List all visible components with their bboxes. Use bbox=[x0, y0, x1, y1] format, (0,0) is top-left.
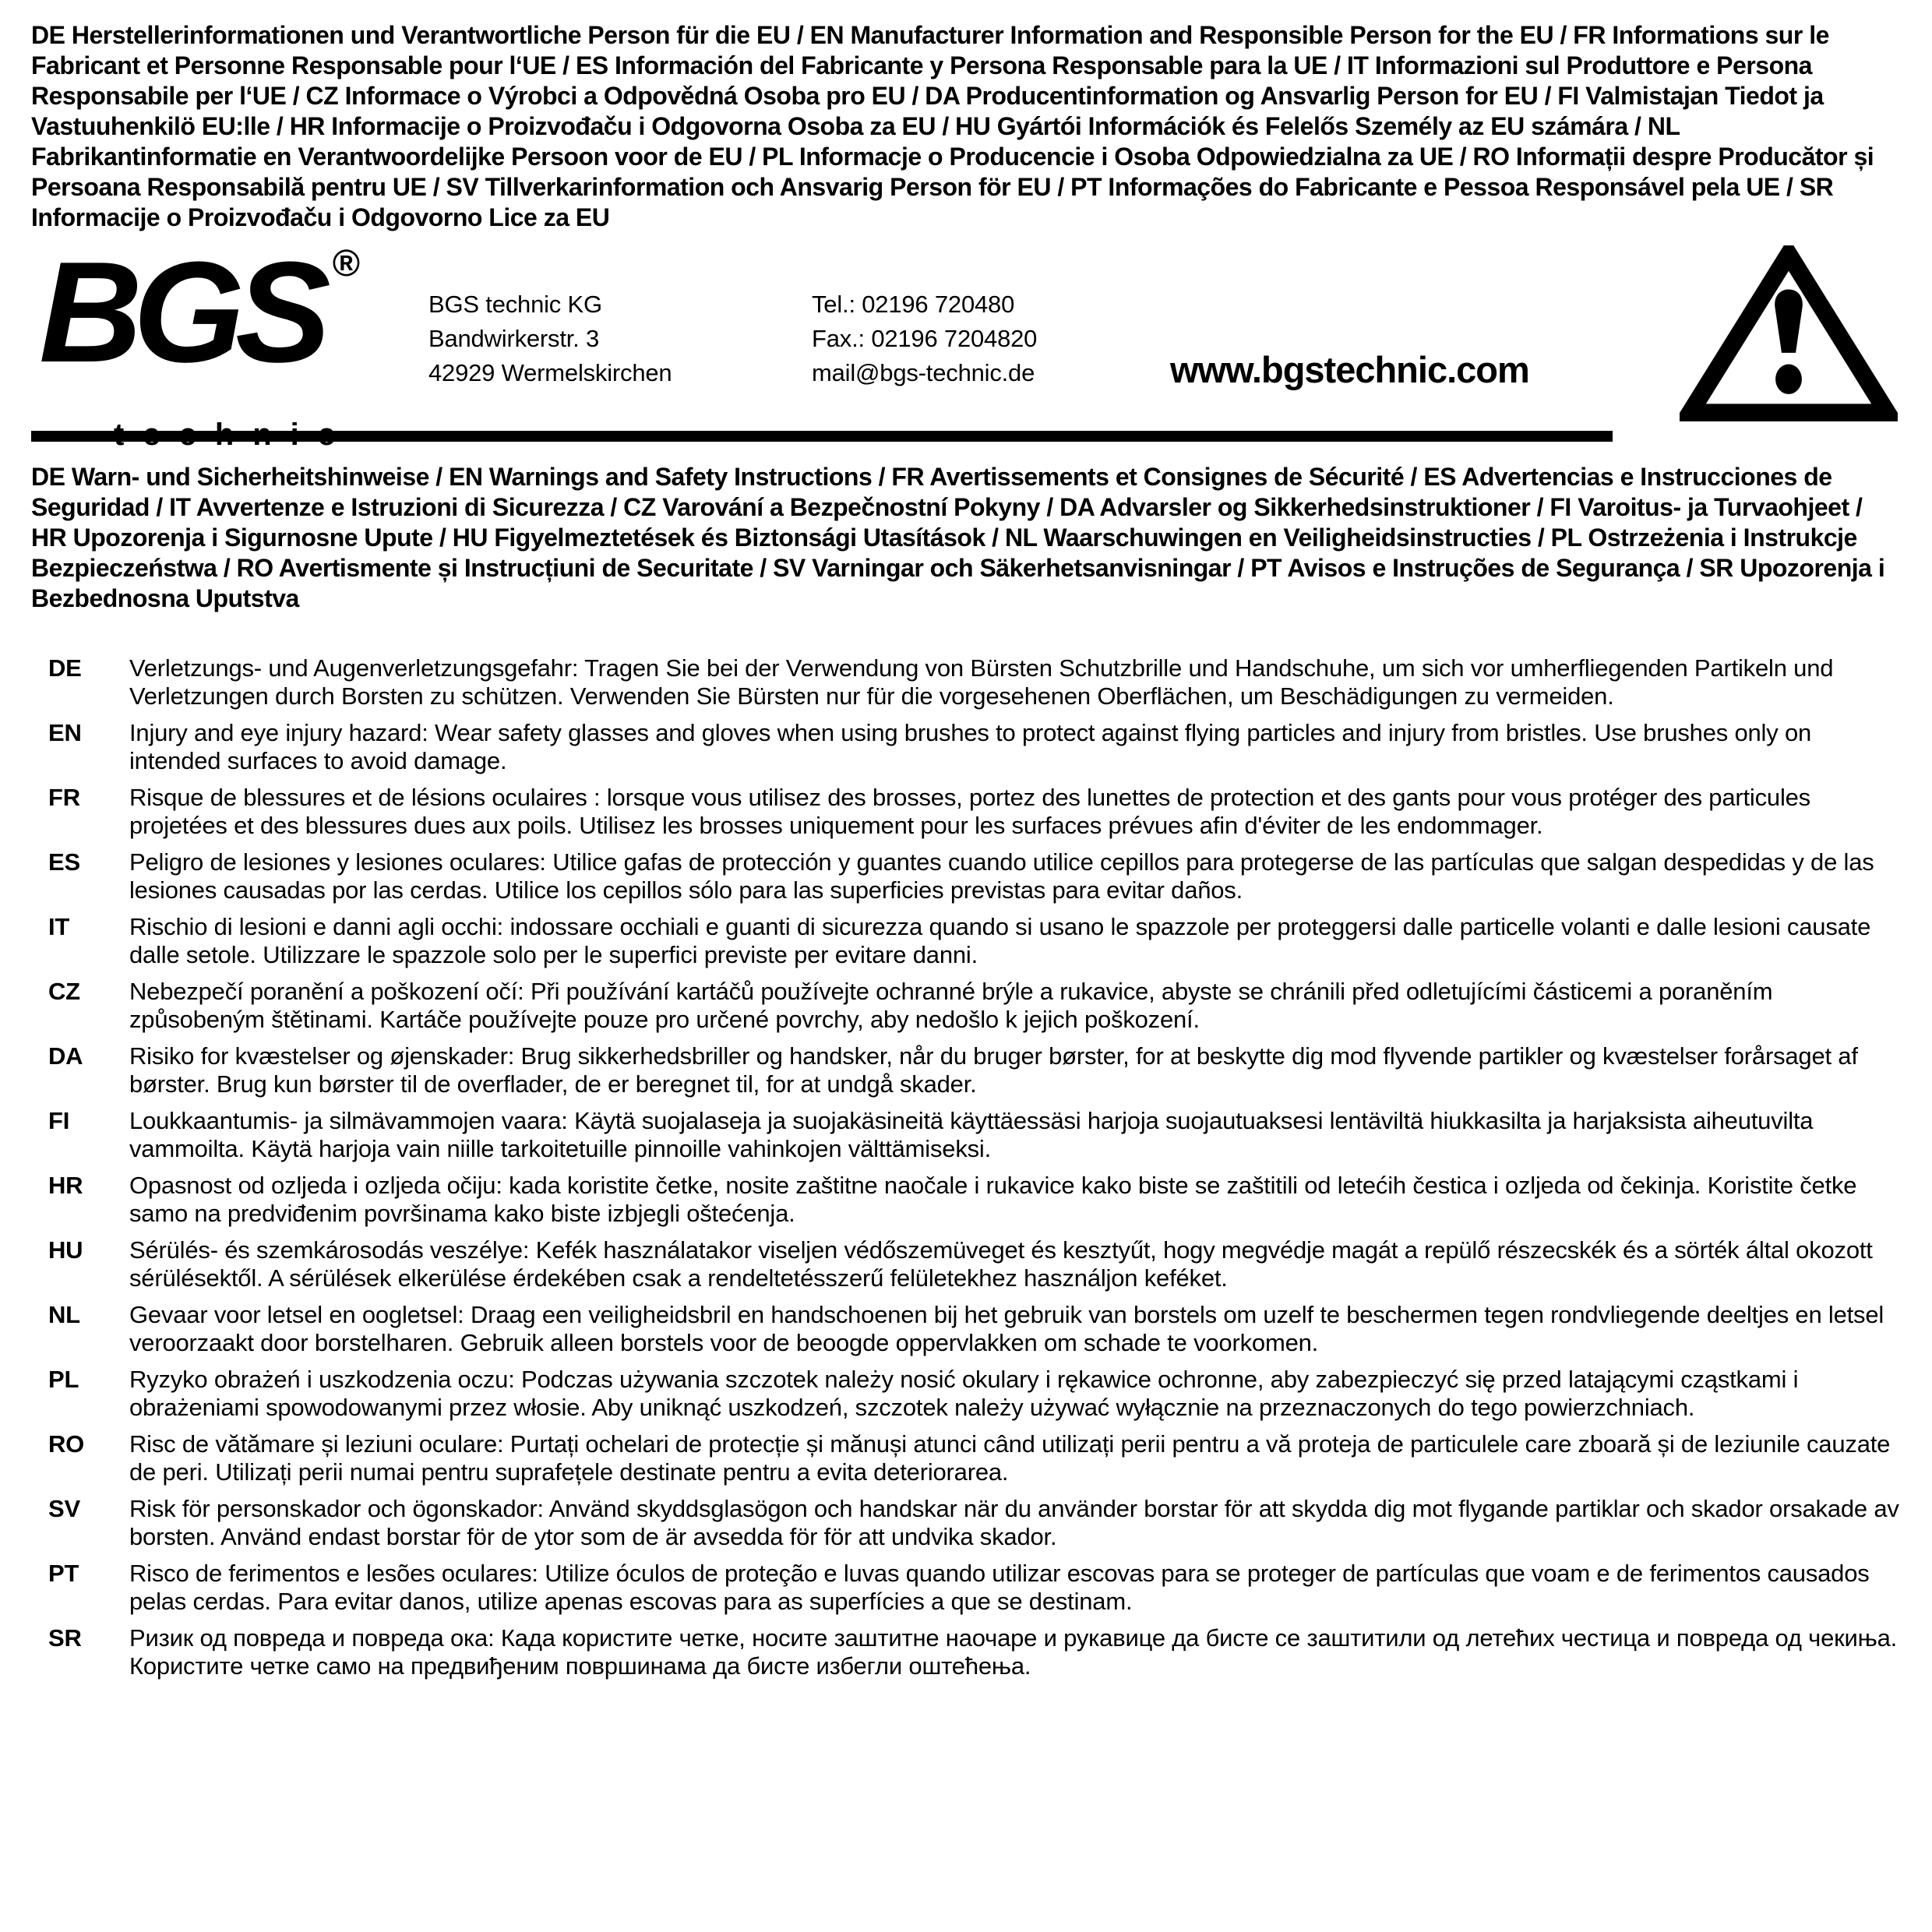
warning-item-en bbox=[31, 719, 1901, 775]
warning-triangle-icon bbox=[1680, 245, 1898, 425]
language-code: NL bbox=[48, 1301, 80, 1328]
warning-item-hu bbox=[31, 1236, 1901, 1292]
email-address: mail@bgs-technic.de bbox=[812, 359, 1035, 386]
warning-item-fi bbox=[31, 1107, 1901, 1163]
warning-item-da bbox=[31, 1042, 1901, 1098]
warning-item-pl bbox=[31, 1366, 1901, 1422]
warning-text: Risque de blessures et de lésions oculaires : lorsque vous utilisez des brosses, portez des lunettes de protection et des gants pour vous protéger des particules projetées et des blessures dues aux poils. Utilisez les brosses uniquement pour les surfaces prévues afin d'éviter de les endommager. bbox=[129, 784, 1810, 839]
language-code: IT bbox=[48, 913, 70, 940]
registered-trademark-icon: ® bbox=[332, 243, 361, 284]
warning-item-es bbox=[31, 848, 1901, 904]
company-name: BGS technic KG bbox=[428, 291, 602, 318]
language-code: HR bbox=[48, 1172, 83, 1199]
warning-item-de bbox=[31, 654, 1901, 710]
company-contact bbox=[812, 287, 1037, 390]
warning-text: Ризик од повреда и повреда ока: Када користите четке, носите заштитне наочаре и рукавице да бисте се заштитили од летећих честица и повреда од чекиња. Користите четке само на предвиђеним површинама да бисте избегли оштећења. bbox=[129, 1624, 1898, 1680]
warning-item-pt bbox=[31, 1560, 1901, 1616]
warning-text: Risiko for kvæstelser og øjenskader: Brug sikkerhedsbriller og handsker, når du bruger børster, for at beskytte dig mod flyvende partikler og kvæstelser forårsaget af børster. Brug kun børster til de overflader, de er beregnet til, for at undgå skader. bbox=[129, 1042, 1858, 1098]
website-url: www.bgstechnic.com bbox=[1170, 349, 1529, 390]
warning-text: Risco de ferimentos e lesões oculares: Utilize óculos de proteção e luvas quando utilizar escovas para se proteger de partículas que voam e de ferimentos causados pelas cerdas. Para evitar danos, utilize apenas escovas para as superfícies a que se destinam. bbox=[129, 1560, 1870, 1615]
language-code: SV bbox=[48, 1495, 80, 1522]
warning-item-ro bbox=[31, 1430, 1901, 1486]
language-code: DA bbox=[48, 1042, 83, 1070]
warning-text: Peligro de lesiones y lesiones oculares: Utilice gafas de protección y guantes cuando utilice cepillos para protegerse de las partículas que salgan despedidas y de las lesiones causadas por las cerdas. Utilice los cepillos sólo para las superficies previstas para evitar daños. bbox=[129, 848, 1874, 904]
language-code: CZ bbox=[48, 978, 80, 1005]
bgs-logo bbox=[39, 231, 382, 453]
language-code: PT bbox=[48, 1560, 79, 1587]
logo-subtext: technic bbox=[114, 418, 354, 452]
language-code: FR bbox=[48, 784, 80, 811]
language-code: RO bbox=[48, 1430, 85, 1458]
company-city: 42929 Wermelskirchen bbox=[428, 359, 672, 386]
warning-text: Risc de vătămare și leziuni oculare: Purtați ochelari de protecție și mănuși atunci când utilizați perii pentru a vă proteja de particulele care zboară și de leziunile cauzate de peri. Utilizați perii numai pentru suprafețele destinate pentru a evita deteriorarea. bbox=[129, 1430, 1891, 1486]
language-code: DE bbox=[48, 654, 82, 682]
warning-text: Nebezpečí poranění a poškození očí: Při používání kartáčů používejte ochranné brýle a rukavice, abyste se chránili před odletujícími částicemi a poraněním způsobeným štětinami. Kartáče používejte pouze pro určené povrchy, aby nedošlo k jejich poškození. bbox=[129, 978, 1773, 1033]
warnings-heading: DE Warn- und Sicherheitshinweise / EN Warnings and Safety Instructions / FR Avertissements et Consignes de Sécurité / ES Advertencias e Instrucciones de Seguridad / IT Avvertenze e Istruzioni di Sicurezza / CZ Varování a Bezpečnostní Pokyny / DA Advarsler og Sikkerhedsinstruktioner / FI Varoitus- ja Turvaohjeet / HR Upozorenja i Sigurnosne Upute / HU Figyelmeztetések és Biztonsági Utasítások / NL Waarschuwingen en Veiligheidsinstructies / PL Ostrzeżenia i Instrukcje Bezpieczeństwa / RO Avertismente și Instrucțiuni de Securitate / SV Varningar och Säkerhetsanvisningar / PT Avisos e Instruções de Segurança / SR Upozorenja i Bezbednosna Uputstva bbox=[31, 463, 1885, 612]
warning-item-fr bbox=[31, 784, 1901, 840]
warning-item-nl bbox=[31, 1301, 1901, 1357]
warning-text: Verletzungs- und Augenverletzungsgefahr: Tragen Sie bei der Verwendung von Bürsten Schutzbrille und Handschuhe, um sich vor umherfliegenden Partikeln und Verletzungen durch Borsten zu schützen. Verwenden Sie Bürsten nur für die vorgesehenen Oberflächen, um Beschädigungen zu vermeiden. bbox=[129, 654, 1834, 710]
language-code: FI bbox=[48, 1107, 70, 1134]
company-address bbox=[428, 287, 672, 390]
company-street: Bandwirkerstr. 3 bbox=[428, 325, 600, 352]
warning-item-cz bbox=[31, 978, 1901, 1034]
warning-text: Sérülés- és szemkárosodás veszélye: Kefék használatakor viseljen védőszemüveget és kesztyűt, hogy megvédje magát a repülő részecskék és a sörték által okozott sérülésektől. A sérülések elkerülése érdekében csak a rendeltetésszerű felületekhez használjon keféket. bbox=[129, 1236, 1873, 1292]
warning-item-sv bbox=[31, 1495, 1901, 1551]
warning-item-it bbox=[31, 913, 1901, 969]
warnings-list bbox=[31, 654, 1901, 1680]
language-code: PL bbox=[48, 1366, 79, 1393]
manufacturer-info-heading: DE Herstellerinformationen und Verantwortliche Person für die EU / EN Manufacturer Information and Responsible Person for the EU / FR Informations sur le Fabricant et Personne Responsable pour l‘UE / ES Información del Fabricante y Persona Responsable para la UE / IT Informazioni sul Produttore e Persona Responsabile per l‘UE / CZ Informace o Výrobci a Odpovědná Osoba pro EU / DA Producentinformation og Ansvarlig Person for EU / FI Valmistajan Tiedot ja Vastuuhenkilö EU:lle / HR Informacije o Proizvođaču i Odgovorna Osoba za EU / HU Gyártói Információk és Felelős Személy az EU számára / NL Fabrikantinformatie en Verantwoordelijke Persoon voor de EU / PL Informacje o Producencie i Osoba Odpowiedzialna za UE / RO Informații despre Producător și Persoana Responsabilă pentru UE / SV Tillverkarinformation och Ansvarig Person för EU / PT Informações do Fabricante e Pessoa Responsável pela UE / SR Informacije o Proizvođaču i Odgovorno Lice za EU bbox=[31, 21, 1874, 231]
warning-text: Rischio di lesioni e danni agli occhi: indossare occhiali e guanti di sicurezza quando si usano le spazzole per proteggersi dalle particelle volanti e dalle lesioni causate dalle setole. Utilizzare le spazzole solo per le superfici previste per evitare danni. bbox=[129, 913, 1871, 968]
language-code: ES bbox=[48, 848, 80, 876]
warning-text: Gevaar voor letsel en oogletsel: Draag een veiligheidsbril en handschoenen bij het gebruik van borstels om uzelf te beschermen tegen rondvliegende deeltjes en letsel veroorzaakt door borstelharen. Gebruik alleen borstels voor de beoogde oppervlakken om schade te voorkomen. bbox=[129, 1301, 1884, 1356]
language-code: HU bbox=[48, 1236, 83, 1264]
language-code: SR bbox=[48, 1624, 82, 1652]
logo-text: BGS bbox=[39, 231, 322, 392]
warning-text: Loukkaantumis- ja silmävammojen vaara: Käytä suojalaseja ja suojakäsineitä käyttäessäsi harjoja suojautuaksesi lentäviltä hiukkasilta ja harjaksista aiheutuvilta vammoilta. Käytä harjoja vain niille tarkoitetuille pinnoille vahinkojen välttämiseksi. bbox=[129, 1107, 1814, 1162]
language-code: EN bbox=[48, 719, 82, 746]
bgs-logo-wordmark bbox=[39, 231, 382, 416]
warning-item-hr bbox=[31, 1172, 1901, 1228]
warning-text: Opasnost od ozljeda i ozljeda očiju: kada koristite četke, nosite zaštitne naočale i rukavice kako biste se zaštitili od letećih čestica i ozljeda od čekinja. Koristite četke samo na predviđenim površinama kako biste izbjegli oštećenja. bbox=[129, 1172, 1857, 1227]
warning-text: Risk för personskador och ögonskador: Använd skyddsglasögon och handskar när du använder borstar för att skydda dig mot flygande partiklar och skador orsakade av borsten. Använd endast borstar för de ytor som de är avsedda för för att undvika skador. bbox=[129, 1495, 1899, 1550]
warning-text: Injury and eye injury hazard: Wear safety glasses and gloves when using brushes to protect against flying particles and injury from bristles. Use brushes only on intended surfaces to avoid damage. bbox=[129, 719, 1812, 774]
brand-row bbox=[31, 231, 1901, 452]
warning-item-sr bbox=[31, 1624, 1901, 1680]
phone-number: Tel.: 02196 720480 bbox=[812, 291, 1015, 318]
fax-number: Fax.: 02196 7204820 bbox=[812, 325, 1038, 352]
warning-text: Ryzyko obrażeń i uszkodzenia oczu: Podczas używania szczotek należy nosić okulary i rękawice ochronne, aby zabezpieczyć się przed latającymi cząstkami i obrażeniami spowodowanymi przez włosie. Aby uniknąć uszkodzeń, szczotek należy używać wyłącznie na przeznaczonych do tego powierzchniach. bbox=[129, 1366, 1799, 1421]
